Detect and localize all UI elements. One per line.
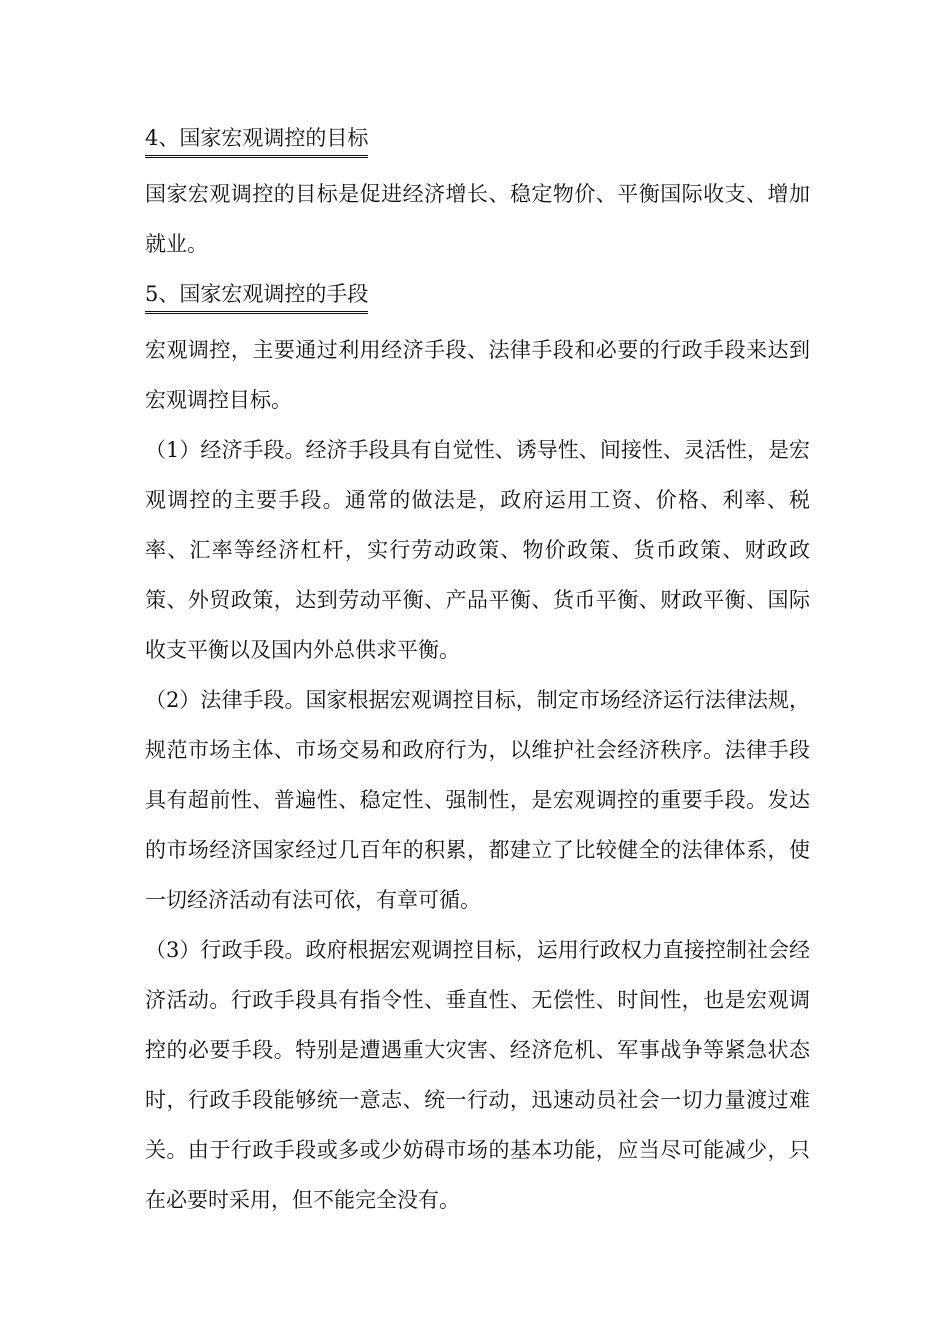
document-body [145, 113, 810, 1225]
section-heading-means: 5、国家宏观调控的手段 [145, 281, 368, 314]
paragraph-economic-means: （1）经济手段。经济手段具有自觉性、诱导性、间接性、灵活性，是宏观调控的主要手段。通常的做法是，政府运用工资、价格、利率、税率、汇率等经济杠杆，实行劳动政策、物价政策、货币政策、财政政策、外贸政策，达到劳动平衡、产品平衡、货币平衡、财政平衡、国际收支平衡以及国内外总供求平衡。 [145, 438, 810, 662]
section-goals [145, 113, 810, 269]
section-heading-goals: 4、国家宏观调控的目标 [145, 125, 368, 158]
paragraph-means-intro: 宏观调控，主要通过利用经济手段、法律手段和必要的行政手段来达到宏观调控目标。 [145, 338, 810, 412]
paragraph-administrative-means: （3）行政手段。政府根据宏观调控目标，运用行政权力直接控制社会经济活动。行政手段具有指令性、垂直性、无偿性、时间性，也是宏观调控的必要手段。特别是遭遇重大灾害、经济危机、军事战争等紧急状态时，行政手段能够统一意志、统一行动，迅速动员社会一切力量渡过难关。由于行政手段或多或少妨碍市场的基本功能，应当尽可能减少，只在必要时采用，但不能完全没有。 [145, 938, 810, 1212]
paragraph-goals: 国家宏观调控的目标是促进经济增长、稳定物价、平衡国际收支、增加就业。 [145, 182, 810, 256]
section-means [145, 269, 810, 1225]
paragraph-legal-means: （2）法律手段。国家根据宏观调控目标，制定市场经济运行法律法规，规范市场主体、市场交易和政府行为，以维护社会经济秩序。法律手段具有超前性、普遍性、稳定性、强制性，是宏观调控的重要手段。发达的市场经济国家经过几百年的积累，都建立了比较健全的法律体系，使一切经济活动有法可依，有章可循。 [145, 688, 810, 912]
